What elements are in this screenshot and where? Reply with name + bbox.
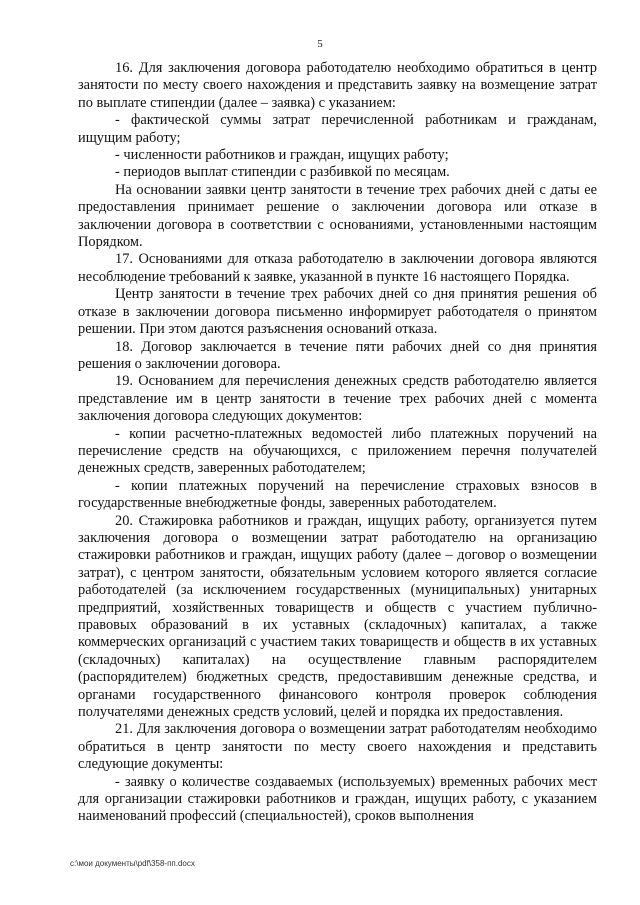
list-item: - фактической суммы затрат перечисленной работникам и гражданам, ищущим работу; [78,112,597,146]
list-item: - копии платежных поручений на перечисление страховых взносов в государственные внебюджетные фонды, заверенных работодателем. [78,477,597,512]
paragraph: 21. Для заключения договора о возмещении затрат работодателям необходимо обратиться в центр занятости по месту своего нахождения и представить следующие документы: [78,721,597,773]
page-number: 5 [317,38,323,50]
paragraph: Центр занятости в течение трех рабочих дней со дня принятия решения об отказе в заключении договора письменно информирует работодателя о принятом решении. При этом даются разъяснения оснований отказа. [78,286,597,338]
list-item: - численности работников и граждан, ищущих работу; [115,147,449,164]
list-item: - копии расчетно-платежных ведомостей либо платежных поручений на перечисление средств на обучающихся, с приложением перечня получателей денежных средств, заверенных работодателем; [78,425,597,477]
paragraph: 19. Основанием для перечисления денежных средств работодателю является представление им в центр занятости в течение трех рабочих дней с момента заключения договора следующих документов: [78,373,597,425]
footer-file-path: c:\мои документы\pdf\358-пп.docx [70,859,195,868]
document-body [78,60,597,826]
list-item: - заявку о количестве создаваемых (используемых) временных рабочих мест для организации стажировки работников и граждан, ищущих работу, с указанием наименований профессий (специальностей), сроков выполнения [78,773,597,825]
paragraph: На основании заявки центр занятости в течение трех рабочих дней с даты ее предоставления принимает решение о заключении договора или отказе в заключении договора в соответствии с основаниями, установленными настоящим Порядком. [78,181,597,251]
paragraph: 20. Стажировка работников и граждан, ищущих работу, организуется путем заключения договора о возмещении затрат работодателю на организацию стажировки работников и граждан, ищущих работу (далее – договор о возмещении затрат), с центром занятости, обязательным условием которого является согласие работодателей (за исключением государственных (муниципальных) унитарных предприятий, хозяйственных товариществ и обществ с участием публично-правовых образований в их уставных (складочных) капиталах, а также коммерческих организаций с участием таких товариществ и обществ в их уставных (складочных) капиталах) на осуществление главным распорядителем (распорядителем) бюджетных средств, предоставившим денежные средства, и органами государственного финансового контроля проверок соблюдения получателями денежных средств условий, целей и порядка их предоставления. [78,512,597,721]
list-item: - периодов выплат стипендии с разбивкой по месяцам. [115,164,450,181]
paragraph: 16. Для заключения договора работодателю необходимо обратиться в центр занятости по месту своего нахождения и представить заявку на возмещение затрат по выплате стипендии (далее – заявка) с указанием: [78,60,597,111]
paragraph: 17. Основаниями для отказа работодателю в заключении договора являются несоблюдение требований к заявке, указанной в пункте 16 настоящего Порядка. [78,251,597,285]
paragraph: 18. Договор заключается в течение пяти рабочих дней со дня принятия решения о заключении договора. [78,338,597,372]
